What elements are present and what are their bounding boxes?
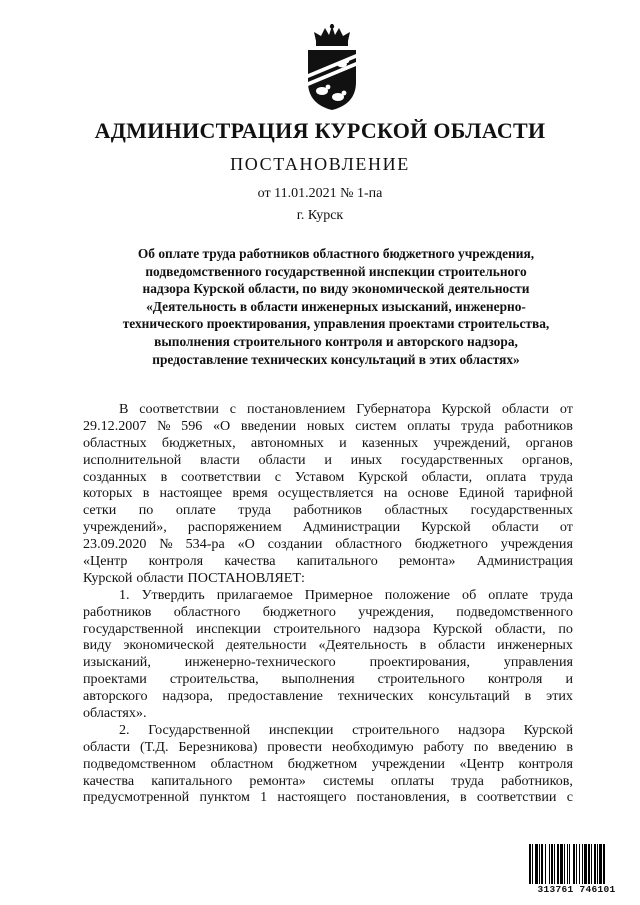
- body-line: 23.09.2020 № 534-ра «О создании областного бюджетного учреждения: [83, 536, 573, 553]
- body-line: «Центр контроля качества капитального ремонта» Администрация: [83, 553, 573, 570]
- body-line: качества капитального ремонта» системы оплаты труда работников,: [83, 772, 573, 789]
- body-line: области (Т.Д. Березникова) провести необходимую работу по введению в: [83, 738, 573, 755]
- barcode-number: 313761 746101: [537, 884, 616, 895]
- body-line: областных бюджетных, автономных и казенных учреждений, органов: [83, 434, 573, 451]
- document-number-date: от 11.01.2021 № 1-па: [257, 186, 383, 201]
- body-line: исполнительной власти области и иных государственных органов,: [83, 451, 573, 468]
- document-body: [83, 401, 573, 806]
- body-line: которых в настоящее время осуществляется на основе Единой тарифной: [83, 485, 573, 502]
- document-barcode: [529, 844, 624, 896]
- subject-line: подведомственного государственной инспекции строительного: [145, 263, 527, 279]
- barcode-icon: [529, 844, 624, 884]
- document-type: ПОСТАНОВЛЕНИЕ: [230, 154, 410, 174]
- subject-line: выполнения строительного контроля и авторского надзора,: [154, 333, 518, 349]
- authority-name: АДМИНИСТРАЦИЯ КУРСКОЙ ОБЛАСТИ: [94, 118, 546, 143]
- subject-line: Об оплате труда работников областного бюджетного учреждения,: [137, 246, 535, 261]
- coat-of-arms-icon: [302, 24, 362, 112]
- body-line: сетки по оплате труда работников областных государственных: [83, 502, 573, 519]
- subject-line: технического проектирования, управления проектами строительства,: [122, 316, 550, 332]
- body-line: Курской области ПОСТАНОВЛЯЕТ:: [83, 569, 305, 586]
- body-line: изысканий, инженерно-технического проектирования, управления: [83, 654, 573, 671]
- body-line: авторского надзора, предоставление технических консультаций в этих: [83, 688, 573, 705]
- subject-line: надзора Курской области, по виду экономической деятельности: [142, 281, 530, 297]
- body-line: 1. Утвердить прилагаемое Примерное положение об оплате труда: [119, 586, 573, 603]
- body-line: виду экономической деятельности «Деятельность в области инженерных: [83, 637, 573, 654]
- body-line: 2. Государственной инспекции строительного надзора Курской: [119, 721, 573, 738]
- body-line: 29.12.2007 № 596 «О введении новых систем оплаты труда работников: [83, 417, 573, 434]
- subject-line: предоставление технических консультаций в этих областях»: [152, 351, 520, 367]
- body-line: работников областного бюджетного учреждения, подведомственного: [83, 603, 573, 620]
- body-line: созданных в соответствии с Уставом Курской области, оплата труда: [83, 468, 573, 485]
- body-line: В соответствии с постановлением Губернатора Курской области от: [119, 401, 573, 417]
- body-line: проектами строительства, выполнения строительного контроля и: [83, 671, 573, 688]
- body-line: учреждений», распоряжением Администрации Курской области от: [83, 519, 573, 536]
- document-city: г. Курск: [296, 208, 344, 223]
- body-line: предусмотренной пунктом 1 настоящего постановления, в соответствии с: [83, 789, 573, 806]
- body-line: подведомственном областном бюджетном учреждении «Центр контроля: [83, 755, 573, 772]
- body-line: государственной инспекции строительного надзора Курской области, по: [83, 620, 573, 637]
- subject-line: «Деятельность в области инженерных изысканий, инженерно-: [146, 298, 526, 314]
- document-subject: [108, 245, 564, 368]
- body-line: областях».: [83, 705, 147, 722]
